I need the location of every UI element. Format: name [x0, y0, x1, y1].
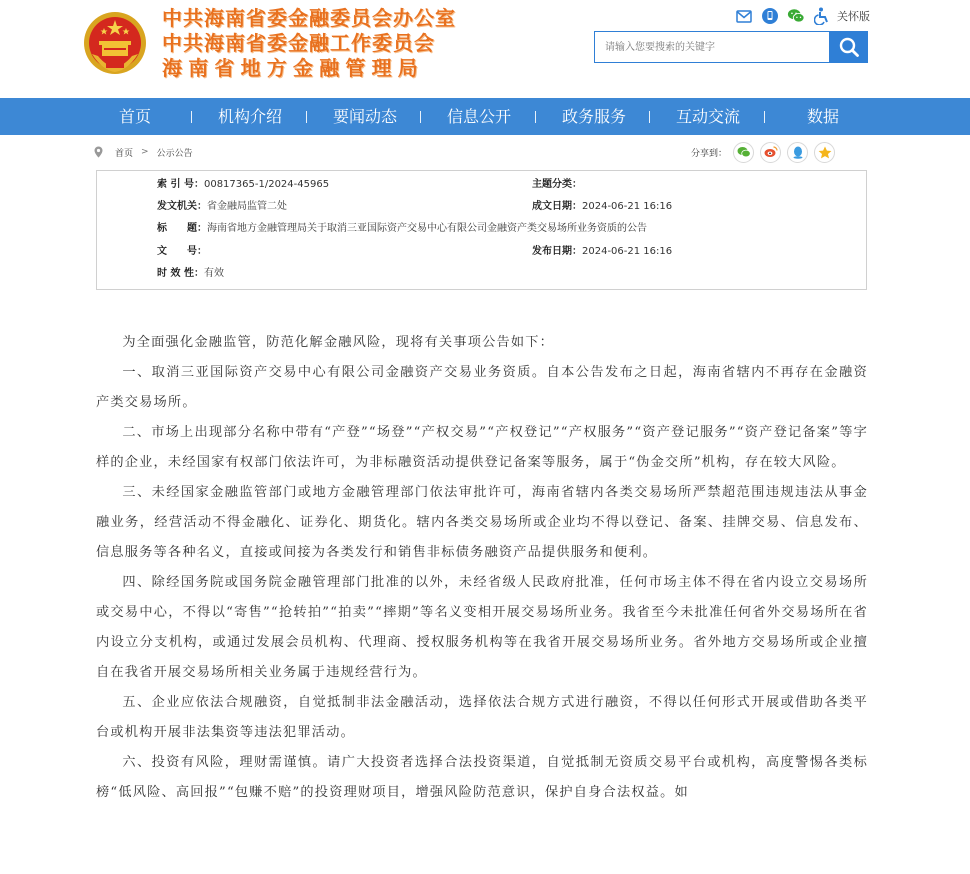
org-names — [162, 6, 456, 81]
article-paragraph: 三、未经国家金融监管部门或地方金融管理部门依法审批许可，海南省辖内各类交易场所严禁超范围违规违法从事金融业务，经营活动不得金融化、证券化、期货化。辖内各类交易场所或企业均不得以登记、备案、挂牌交易、信息发布、信息服务等各种名义，直接或间接为各类发行和销售非标债务融资产品提供服务和便利。 — [96, 485, 868, 560]
document-number-label: 文 号： — [157, 246, 207, 257]
document-metadata — [96, 170, 867, 290]
title-value: 海南省地方金融管理局关于取消三亚国际资产交易中心有限公司金融资产类交易场所业务资质的公告 — [207, 223, 647, 234]
issuer-row — [157, 200, 287, 214]
nav-divider — [420, 111, 421, 123]
validity-row — [157, 267, 224, 281]
share-weibo-button[interactable] — [760, 142, 781, 163]
nav-divider — [306, 111, 307, 123]
index-number-row — [157, 178, 329, 192]
org-name-2: 中共海南省委金融工作委员会 — [162, 31, 435, 55]
breadcrumb-home-link[interactable]: 首页 — [115, 148, 134, 159]
weibo-icon — [764, 146, 778, 158]
breadcrumb — [94, 144, 193, 160]
nav-divider — [535, 111, 536, 123]
title-row — [157, 222, 647, 236]
validity-value: 有效 — [203, 268, 224, 279]
top-tools — [735, 6, 870, 26]
qq-icon — [792, 146, 804, 159]
topic-row — [532, 178, 582, 192]
breadcrumb-separator: > — [141, 147, 149, 157]
nav-item-services[interactable]: 政务服务 — [562, 107, 627, 126]
index-number-value: 00817365-1/2024-45965 — [203, 179, 330, 190]
publish-date-label: 发布日期： — [532, 246, 582, 257]
nav-divider — [649, 111, 650, 123]
article-paragraph: 一、取消三亚国际资产交易中心有限公司金融资产交易业务资质。自本公告发布之日起，海南省辖内不再存在金融资产类交易场所。 — [96, 365, 868, 410]
title-label: 标 题： — [157, 223, 207, 234]
share-label: 分享到： — [691, 148, 728, 159]
article-paragraph: 五、企业应依法合规融资，自觉抵制非法金融活动，选择依法合规方式进行融资，不得以任何形式开展或借助各类平台或机构开展非法集资等违法犯罪活动。 — [96, 695, 868, 740]
publish-date-value: 2024-06-21 16:16 — [582, 246, 673, 257]
article-paragraph: 为全面强化金融监管，防范化解金融风险，现将有关事项公告如下： — [122, 335, 555, 350]
article-body — [96, 328, 868, 808]
written-date-label: 成文日期： — [532, 201, 582, 212]
share-qzone-button[interactable] — [814, 142, 835, 163]
care-mode-link[interactable]: 关怀版 — [837, 10, 870, 23]
wechat-icon[interactable] — [787, 7, 805, 25]
nav-item-data[interactable]: 数据 — [807, 107, 840, 126]
mail-icon[interactable] — [735, 7, 753, 25]
nav-item-news[interactable]: 要闻动态 — [333, 107, 398, 126]
share-bar — [691, 141, 835, 163]
org-name-1: 中共海南省委金融委员会办公室 — [162, 6, 456, 30]
site-header — [0, 0, 970, 98]
national-emblem-logo — [82, 10, 148, 76]
validity-label: 时 效 性： — [157, 268, 204, 279]
main-nav — [0, 98, 970, 135]
publish-date-row — [532, 245, 672, 259]
search-input[interactable] — [595, 32, 829, 62]
article-paragraph: 六、投资有风险，理财需谨慎。请广大投资者选择合法投资渠道，自觉抵制无资质交易平台或机构，高度警惕各类标榜“低风险、高回报”“包赚不赔”的投资理财项目，增强风险防范意识，保护自身合法权益。如 — [96, 755, 868, 800]
wechat-icon — [737, 146, 751, 158]
location-pin-icon — [94, 146, 103, 158]
document-number-row — [157, 245, 207, 259]
index-number-label: 索 引 号： — [157, 179, 204, 190]
star-icon — [818, 146, 832, 159]
share-wechat-button[interactable] — [733, 142, 754, 163]
share-qq-button[interactable] — [787, 142, 808, 163]
breadcrumb-current-link[interactable]: 公示公告 — [156, 148, 193, 159]
article-paragraph: 二、市场上出现部分名称中带有“产登”“场登”“产权交易”“产权登记”“产权服务”“资产登记服务”“资产登记备案”等字样的企业，未经国家有权部门依法许可，为非标融资活动提供登记备案等服务，属于“伪金交所”机构，存在较大风险。 — [96, 425, 868, 470]
written-date-value: 2024-06-21 16:16 — [582, 201, 673, 212]
nav-item-interaction[interactable]: 互动交流 — [676, 107, 741, 126]
issuer-label: 发文机关： — [157, 201, 207, 212]
issuer-value: 省金融局监管二处 — [207, 201, 287, 212]
org-name-3: 海南省地方金融管理局 — [162, 56, 424, 80]
nav-item-about[interactable]: 机构介绍 — [218, 107, 283, 126]
nav-item-disclosure[interactable]: 信息公开 — [447, 107, 512, 126]
search-icon — [838, 36, 860, 58]
nav-item-home[interactable]: 首页 — [119, 107, 152, 126]
accessibility-icon[interactable] — [813, 7, 831, 25]
topic-label: 主题分类： — [532, 179, 582, 190]
search-box — [594, 31, 830, 63]
nav-divider — [764, 111, 765, 123]
article-paragraph: 四、除经国务院或国务院金融管理部门批准的以外，未经省级人民政府批准，任何市场主体不得在省内设立交易场所或交易中心，不得以“寄售”“抢转拍”“拍卖”“摔期”等名义变相开展交易场所业务。我省至今未批准任何省外交易场所在省内设立分支机构，或通过发展会员机构、代理商、授权服务机构等在我省开展交易场所业务。省外地方交易场所或企业擅自在我省开展交易场所相关业务属于违规经营行为。 — [96, 575, 868, 680]
search-button[interactable] — [830, 31, 868, 63]
mobile-icon[interactable] — [761, 7, 779, 25]
written-date-row — [532, 200, 672, 214]
nav-divider — [191, 111, 192, 123]
